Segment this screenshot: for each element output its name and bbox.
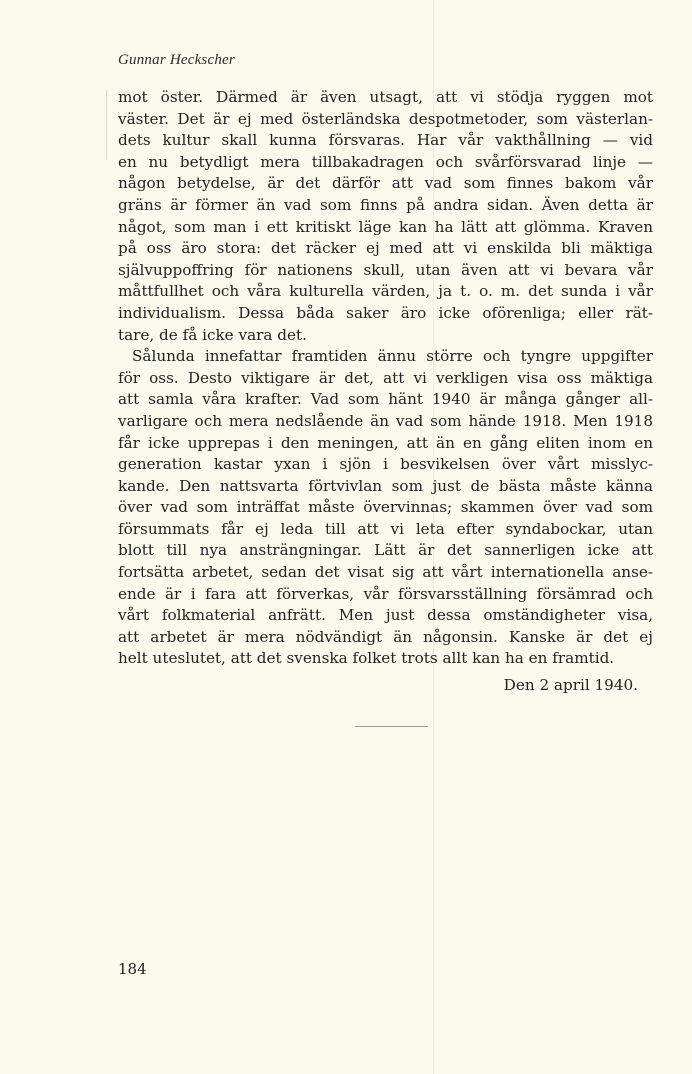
- text-line: individualism. Dessa båda saker äro icke oförenliga; eller rät-: [118, 303, 653, 322]
- page-number: 184: [118, 960, 147, 978]
- text-line: ende är i fara att förverkas, vår försvarsställning försämrad och: [118, 584, 653, 603]
- text-line: över vad som inträffat måste övervinnas; skammen över vad som: [118, 498, 653, 517]
- text-line: för oss. Desto viktigare är det, att vi verkligen visa oss mäktiga: [118, 368, 653, 387]
- text-line: varligare och mera nedslående än vad som hände 1918. Men 1918: [118, 411, 653, 430]
- text-line: på oss äro stora: det räcker ej med att vi enskilda bli mäktiga: [118, 239, 653, 258]
- text-line: väster. Det är ej med österländska despotmetoder, som västerlan-: [118, 109, 653, 128]
- text-line: får icke upprepas i den meningen, att än en gång eliten inom en: [118, 433, 653, 452]
- text-line: någon betydelse, är det därför att vad som finnes bakom vår: [118, 174, 653, 193]
- text-line: en nu betydligt mera tillbakadragen och svårförsvarad linje —: [118, 152, 653, 171]
- text-line: vårt folkmaterial anfrätt. Men just dessa omständigheter visa,: [118, 606, 653, 625]
- text-line: blott till nya ansträngningar. Lätt är det sannerligen icke att: [118, 541, 653, 560]
- body-text: [118, 87, 653, 670]
- text-line: att samla våra krafter. Vad som hänt 1940 är många gånger all-: [118, 390, 653, 409]
- text-line: självuppoffring för nationens skull, utan även att vi bevara vår: [118, 260, 653, 279]
- text-line: helt uteslutet, att det svenska folket trots allt kan ha en framtid.: [118, 649, 615, 668]
- text-line: något, som man i ett kritiskt läge kan ha lätt att glömma. Kraven: [118, 217, 653, 236]
- text-line: försummats får ej leda till att vi leta efter syndabockar, utan: [118, 519, 653, 538]
- text-line: dets kultur skall kunna försvaras. Har vår vakthållning — vid: [118, 131, 653, 150]
- text-line: mot öster. Därmed är även utsagt, att vi stödja ryggen mot: [118, 88, 653, 106]
- signature-date: Den 2 april 1940.: [503, 676, 638, 694]
- text-line: kande. Den nattsvarta förtvivlan som just de bästa måste känna: [118, 476, 653, 495]
- text-line: fortsätta arbetet, sedan det visat sig att vårt internationella anse-: [118, 563, 653, 582]
- text-line: att arbetet är mera nödvändigt än någonsin. Kanske är det ej: [118, 627, 653, 646]
- margin-pencil-mark: [106, 90, 107, 160]
- text-line: Sålunda innefattar framtiden ännu större och tyngre uppgifter: [132, 347, 653, 366]
- text-line: gräns är förmer än vad som finns på andra sidan. Även detta är: [118, 195, 653, 214]
- text-line: tare, de få icke vara det.: [118, 325, 307, 344]
- text-line: generation kastar yxan i sjön i besvikelsen över vårt misslyc-: [118, 455, 653, 474]
- text-line: måttfullhet och våra kulturella värden, ja t. o. m. det sunda i vår: [118, 282, 653, 301]
- closing-rule: [355, 726, 428, 727]
- running-head: Gunnar Heckscher: [118, 52, 235, 68]
